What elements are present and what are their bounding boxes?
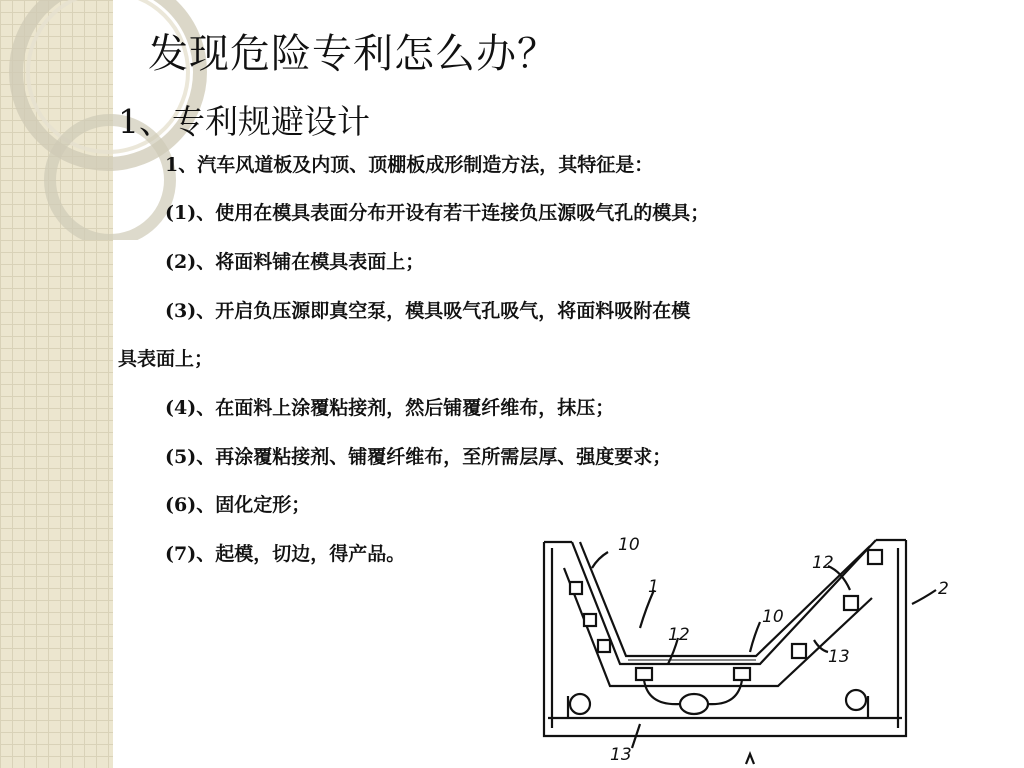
mold-frame [544, 540, 906, 736]
label-10-top: 10 [618, 535, 640, 555]
label-2: 2 [938, 579, 949, 599]
label-12-left: 12 [668, 625, 690, 645]
label-13-bottom: 13 [610, 745, 632, 765]
label-12-right: 12 [812, 553, 834, 573]
wheel-left [570, 694, 590, 714]
label-10-mid: 10 [762, 607, 784, 627]
claim-step-6: (6)、固化定形； [165, 494, 311, 516]
section-heading: 1、专利规避设计 [118, 102, 370, 141]
label-1: 1 [648, 577, 659, 597]
patent-mold-diagram [528, 528, 968, 768]
claim-step-3: (3)、开启负压源即真空泵，模具吸气孔吸气，将面料吸附在模 [165, 300, 691, 322]
claim-step-3-continued: 具表面上； [118, 348, 214, 370]
claim-step-4: (4)、在面料上涂覆粘接剂，然后铺覆纤维布，抹压； [165, 397, 615, 419]
claim-step-2: (2)、将面料铺在模具表面上； [165, 251, 425, 273]
slide-title: 发现危险专利怎么办？ [148, 31, 558, 77]
claim-intro: 1、汽车风道板及内顶、顶棚板成形制造方法，其特征是： [165, 154, 654, 176]
vacuum-pump [680, 694, 708, 714]
claim-step-5: (5)、再涂覆粘接剂、铺覆纤维布，至所需层厚、强度要求； [165, 446, 672, 468]
wheel-right [846, 690, 866, 710]
label-13-right: 13 [828, 647, 850, 667]
claim-step-1: (1)、使用在模具表面分布开设有若干连接负压源吸气孔的模具； [165, 202, 710, 224]
claim-step-7: (7)、起模，切边，得产品。 [165, 543, 406, 565]
